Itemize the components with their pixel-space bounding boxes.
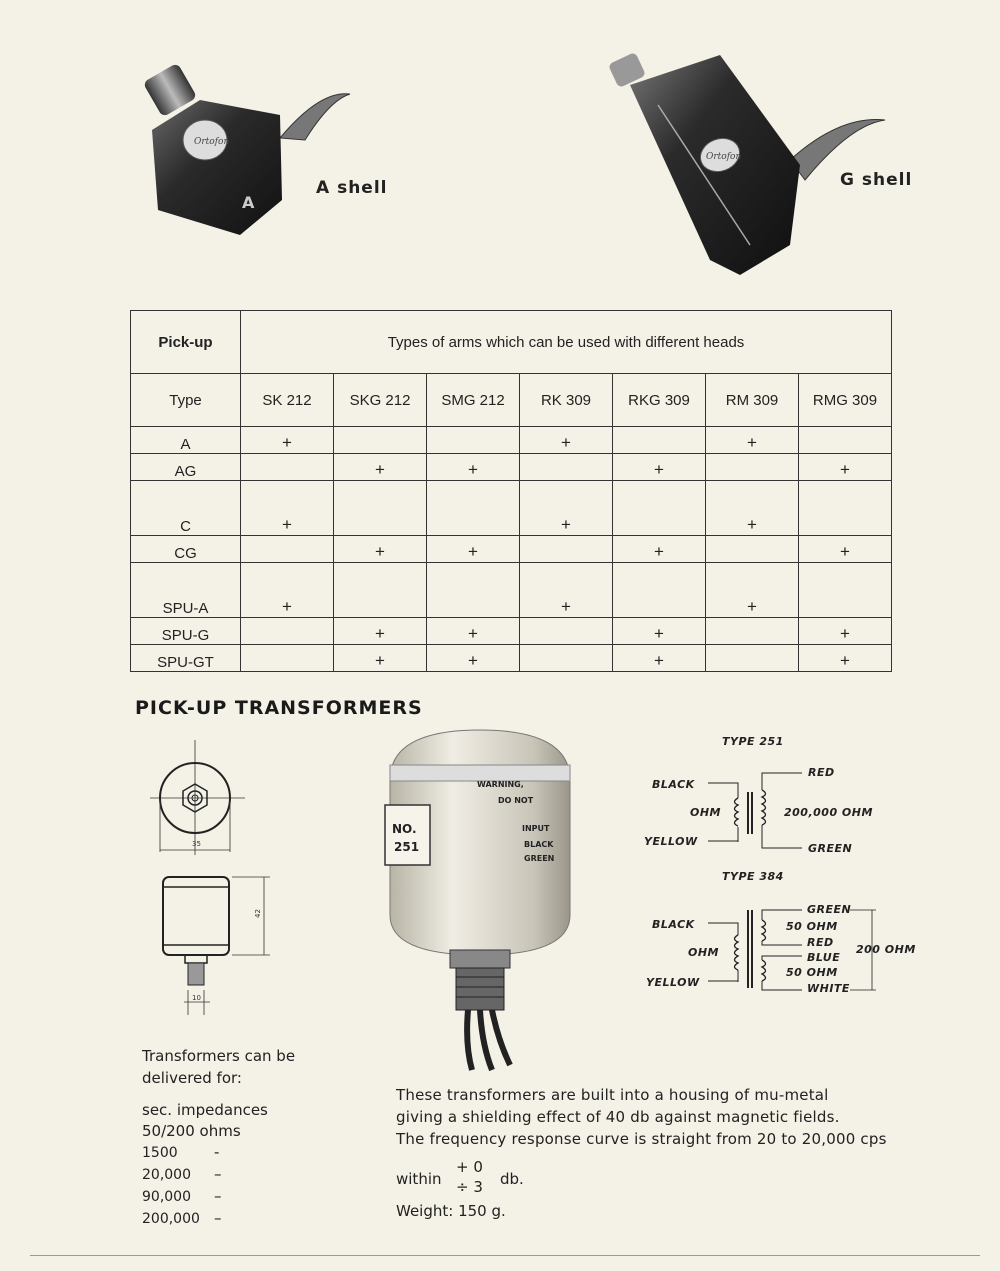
plus-mark: + — [282, 515, 292, 534]
photo-warning-1: WARNING, — [477, 780, 524, 789]
t384-ohm-top: 50 OHM — [786, 920, 838, 933]
stud-dim-label: 10 — [192, 994, 201, 1002]
compatible-mark-cell — [241, 427, 334, 454]
t384-blue: BLUE — [807, 951, 841, 964]
t251-red: RED — [808, 766, 835, 779]
plus-mark: + — [375, 651, 385, 670]
empty-cell — [241, 454, 334, 481]
table-row — [131, 427, 892, 454]
compatible-mark-cell — [520, 563, 613, 618]
empty-cell — [427, 481, 520, 536]
plus-mark: + — [747, 515, 757, 534]
compatible-mark-cell — [334, 536, 427, 563]
compatible-mark-cell — [706, 481, 799, 536]
t251-ohm-left: OHM — [690, 806, 722, 819]
plus-mark: + — [840, 542, 850, 561]
empty-cell — [241, 536, 334, 563]
t384-red: RED — [807, 936, 834, 949]
a-shell-letter: A — [242, 193, 255, 212]
svg-text:Ortofon: Ortofon — [194, 137, 230, 147]
table-row — [131, 618, 892, 645]
empty-cell — [799, 563, 892, 618]
compatible-mark-cell — [613, 454, 706, 481]
compatible-mark-cell — [799, 454, 892, 481]
impedance-item: 1500 — [142, 1145, 178, 1161]
t251-green: GREEN — [808, 842, 853, 855]
empty-cell — [613, 481, 706, 536]
compatible-mark-cell — [334, 618, 427, 645]
impedance-item: 200,000 — [142, 1211, 200, 1227]
weight-label: Weight: 150 g. — [396, 1202, 506, 1220]
plus-mark: + — [561, 433, 571, 452]
plus-mark: + — [375, 624, 385, 643]
delivery-intro-line1: Transformers can be — [142, 1047, 296, 1065]
compatible-mark-cell — [427, 618, 520, 645]
t251-black: BLACK — [652, 778, 695, 791]
compatible-mark-cell — [241, 563, 334, 618]
tolerance — [456, 1157, 483, 1197]
description-line1: These transformers are built into a housing of mu-metal — [396, 1086, 829, 1104]
pickup-type-cell: SPU-G — [131, 618, 241, 645]
plus-mark: + — [561, 597, 571, 616]
empty-cell — [427, 563, 520, 618]
t384-black: BLACK — [652, 918, 695, 931]
transformer-schematics — [640, 730, 930, 1010]
compatible-mark-cell — [799, 645, 892, 672]
compatible-mark-cell — [799, 618, 892, 645]
plus-mark: + — [654, 542, 664, 561]
empty-cell — [334, 563, 427, 618]
g-shell-label: G shell — [840, 170, 913, 190]
t251-yellow: YELLOW — [644, 835, 698, 848]
empty-cell — [706, 536, 799, 563]
table-row — [131, 536, 892, 563]
type-251-title: TYPE 251 — [722, 735, 784, 748]
within-label: within — [396, 1170, 442, 1188]
table-row — [131, 563, 892, 618]
empty-cell — [241, 645, 334, 672]
compatible-mark-cell — [427, 645, 520, 672]
compatible-mark-cell — [520, 481, 613, 536]
tolerance-plus: + 0 — [456, 1158, 483, 1176]
arm-column-header: RKG 309 — [613, 374, 706, 427]
empty-cell — [520, 618, 613, 645]
empty-cell — [613, 563, 706, 618]
arm-column-header: RMG 309 — [799, 374, 892, 427]
impedance-row — [142, 1164, 268, 1186]
impedance-dash: – — [214, 1209, 222, 1227]
impedance-dash: – — [214, 1187, 222, 1205]
compatible-mark-cell — [613, 645, 706, 672]
height-dim-label: 42 — [254, 909, 262, 918]
empty-cell — [706, 618, 799, 645]
delivery-intro — [142, 1045, 295, 1089]
sec-impedances-label: sec. impedances — [142, 1101, 268, 1119]
compatible-mark-cell — [613, 618, 706, 645]
impedance-dash: - — [214, 1143, 220, 1161]
photo-warning-2: DO NOT — [498, 796, 534, 805]
type-header: Type — [131, 374, 241, 427]
a-shell-label: A shell — [316, 178, 388, 198]
a-shell-photo — [130, 60, 370, 250]
pickup-type-cell: SPU-GT — [131, 645, 241, 672]
pickup-header: Pick-up — [131, 311, 241, 374]
photo-black: BLACK — [524, 840, 554, 849]
arm-column-header: RM 309 — [706, 374, 799, 427]
description-line2: giving a shielding effect of 40 db against magnetic fields. — [396, 1108, 840, 1126]
plus-mark: + — [282, 597, 292, 616]
pickup-type-cell: C — [131, 481, 241, 536]
plus-mark: + — [654, 651, 664, 670]
empty-cell — [706, 454, 799, 481]
plus-mark: + — [561, 515, 571, 534]
pickup-type-cell: AG — [131, 454, 241, 481]
plus-mark: + — [468, 624, 478, 643]
arm-column-header: SMG 212 — [427, 374, 520, 427]
t384-green: GREEN — [807, 903, 852, 916]
empty-cell — [427, 427, 520, 454]
table-row — [131, 645, 892, 672]
transformer-dimension-drawing — [140, 740, 280, 1035]
impedance-item: 90,000 — [142, 1189, 191, 1205]
svg-text:Ortofon: Ortofon — [706, 152, 742, 162]
table-header-row — [131, 311, 892, 374]
impedance-row — [142, 1142, 268, 1164]
plus-mark: + — [375, 542, 385, 561]
compatible-mark-cell — [520, 427, 613, 454]
description-block — [396, 1084, 896, 1150]
plus-mark: + — [375, 460, 385, 479]
pickup-type-cell: CG — [131, 536, 241, 563]
plus-mark: + — [654, 624, 664, 643]
empty-cell — [520, 454, 613, 481]
bottom-rule — [30, 1255, 980, 1256]
compatible-mark-cell — [706, 563, 799, 618]
plus-mark: + — [282, 433, 292, 452]
photo-label-no: NO. — [392, 822, 417, 836]
compatible-mark-cell — [706, 427, 799, 454]
column-header-row — [131, 374, 892, 427]
empty-cell — [334, 427, 427, 454]
t251-ohm-right: 200,000 OHM — [784, 806, 873, 819]
empty-cell — [613, 427, 706, 454]
impedance-row — [142, 1186, 268, 1208]
plus-mark: + — [747, 433, 757, 452]
delivery-intro-line2: delivered for: — [142, 1069, 242, 1087]
plus-mark: + — [468, 460, 478, 479]
type-384-title: TYPE 384 — [722, 870, 784, 883]
impedance-dash: – — [214, 1165, 222, 1183]
arm-column-header: SK 212 — [241, 374, 334, 427]
transformer-photo — [380, 725, 580, 1075]
compatible-mark-cell — [334, 454, 427, 481]
compatible-mark-cell — [427, 536, 520, 563]
empty-cell — [334, 481, 427, 536]
tolerance-minus: ÷ 3 — [456, 1178, 483, 1196]
t384-ohm-total: 200 OHM — [856, 943, 916, 956]
table-row — [131, 454, 892, 481]
compatible-mark-cell — [241, 481, 334, 536]
impedance-block — [142, 1100, 268, 1230]
photo-label-num: 251 — [394, 840, 420, 854]
table-row — [131, 481, 892, 536]
t384-ohm-left: OHM — [688, 946, 720, 959]
pickup-type-cell: SPU-A — [131, 563, 241, 618]
g-shell-photo — [600, 45, 890, 280]
empty-cell — [706, 645, 799, 672]
plus-mark: + — [468, 542, 478, 561]
t384-yellow: YELLOW — [646, 976, 700, 989]
t384-ohm-bottom: 50 OHM — [786, 966, 838, 979]
db-label: db. — [500, 1170, 524, 1188]
plus-mark: + — [654, 460, 664, 479]
empty-cell — [799, 427, 892, 454]
plus-mark: + — [840, 460, 850, 479]
compatible-mark-cell — [799, 536, 892, 563]
pickup-type-cell: A — [131, 427, 241, 454]
plus-mark: + — [840, 651, 850, 670]
arm-column-header: RK 309 — [520, 374, 613, 427]
t384-white: WHITE — [807, 982, 850, 995]
empty-cell — [799, 481, 892, 536]
impedance-item: 20,000 — [142, 1167, 191, 1183]
impedance-item: 50/200 ohms — [142, 1122, 241, 1140]
photo-green: GREEN — [524, 854, 555, 863]
description-line3: The frequency response curve is straight from 20 to 20,000 cps — [396, 1130, 887, 1148]
photo-input: INPUT — [522, 824, 550, 833]
plus-mark: + — [468, 651, 478, 670]
arm-column-header: SKG 212 — [334, 374, 427, 427]
width-dim-label: 35 — [192, 840, 201, 848]
empty-cell — [241, 618, 334, 645]
impedance-row — [142, 1208, 268, 1230]
empty-cell — [520, 536, 613, 563]
compatible-mark-cell — [613, 536, 706, 563]
section-heading: PICK-UP TRANSFORMERS — [135, 697, 423, 719]
empty-cell — [520, 645, 613, 672]
compatible-mark-cell — [334, 645, 427, 672]
compatibility-table — [130, 310, 892, 672]
arms-header: Types of arms which can be used with different heads — [241, 311, 892, 374]
plus-mark: + — [747, 597, 757, 616]
plus-mark: + — [840, 624, 850, 643]
compatible-mark-cell — [427, 454, 520, 481]
